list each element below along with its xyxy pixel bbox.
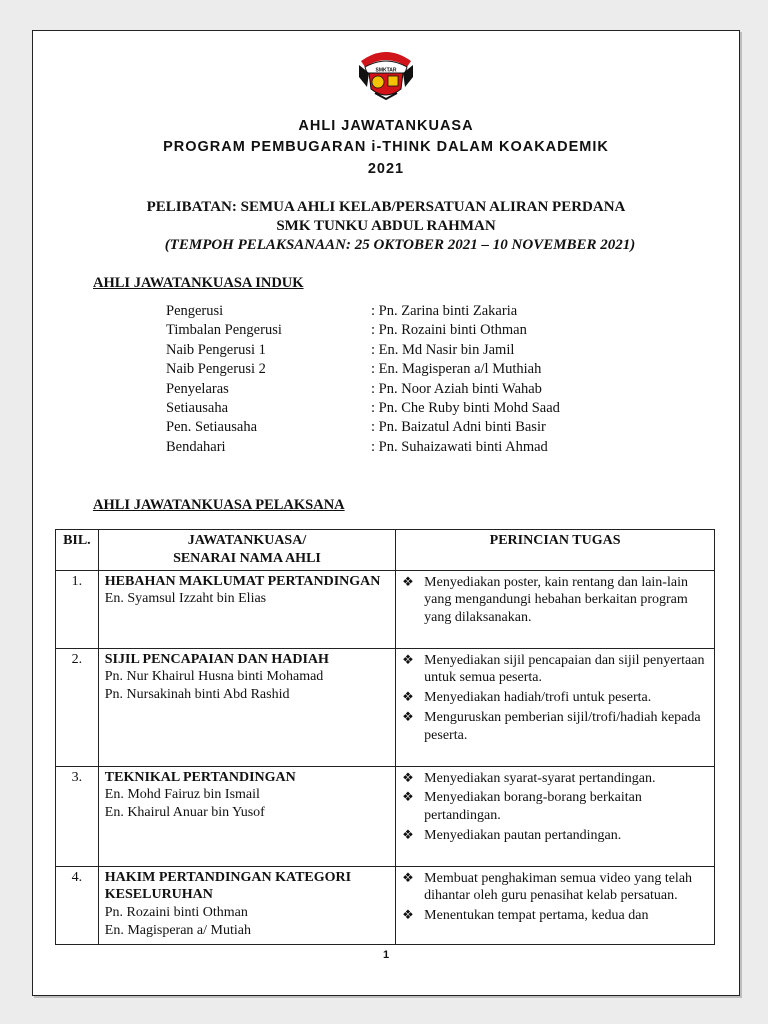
induk-row — [166, 303, 560, 322]
section-pelaksana-title: AHLI JAWATANKUASA PELAKSANA — [93, 497, 345, 513]
committee-cell — [98, 766, 395, 866]
duty-item — [402, 826, 708, 845]
committee-title: SIJIL PENCAPAIAN DAN HADIAH — [104, 651, 329, 667]
induk-row — [166, 322, 560, 341]
duty-item — [402, 688, 708, 707]
diamond-bullet-icon: ❖ — [402, 907, 414, 923]
heading-school: SMK TUNKU ABDUL RAHMAN — [276, 218, 496, 234]
heading-tempoh: (TEMPOH PELAKSANAAN: 25 OKTOBER 2021 – 10 NOVEMBER 2021) — [164, 237, 636, 253]
induk-role: Timbalan Pengerusi — [166, 322, 282, 339]
committee-title: HAKIM PERTANDINGAN KATEGORI KESELURUHAN — [104, 869, 352, 903]
duty-text: Menyediakan sijil pencapaian dan sijil penyertaan untuk semua peserta. — [424, 652, 705, 686]
duties-cell — [396, 866, 715, 944]
duties-cell — [396, 766, 715, 866]
induk-name: : Pn. Baizatul Adni binti Basir — [371, 419, 546, 436]
induk-name: : En. Magisperan a/l Muthiah — [371, 361, 542, 378]
committee-member: En. Mohd Fairuz bin Ismail — [104, 787, 260, 803]
induk-name: : Pn. Che Ruby binti Mohd Saad — [371, 399, 560, 416]
header-name-line2: SENARAI NAMA AHLI — [173, 550, 321, 566]
duty-text: Menyediakan syarat-syarat pertandingan. — [424, 770, 656, 786]
committee-member: En. Khairul Anuar bin Yusof — [104, 805, 265, 821]
duties-cell — [396, 648, 715, 766]
page-number: 1 — [382, 949, 390, 961]
row-number: 3. — [56, 766, 99, 866]
pelaksana-table — [55, 529, 715, 945]
induk-name: : Pn. Noor Aziah binti Wahab — [371, 380, 542, 397]
committee-cell — [98, 648, 395, 766]
table-row — [56, 648, 715, 766]
duty-text: Menyediakan borang-borang berkaitan pertandingan. — [424, 790, 642, 824]
induk-row — [166, 361, 560, 380]
induk-row — [166, 419, 560, 438]
committee-cell — [98, 570, 395, 648]
table-row — [56, 570, 715, 648]
committee-member: Pn. Rozaini binti Othman — [104, 905, 248, 921]
induk-row — [166, 439, 560, 458]
logo-text: SMKTAR — [375, 67, 397, 74]
table-row — [56, 866, 715, 944]
duty-text: Menentukan tempat pertama, kedua dan — [424, 908, 649, 924]
heading-program: PROGRAM PEMBUGARAN i-THINK DALAM KOAKADEMIK — [163, 139, 609, 155]
duty-item — [402, 788, 708, 825]
document-page — [32, 30, 740, 996]
committee-title: TEKNIKAL PERTANDINGAN — [104, 769, 296, 785]
induk-name: : Pn. Zarina binti Zakaria — [371, 303, 518, 319]
duties-cell — [396, 570, 715, 648]
committee-cell — [98, 866, 395, 944]
duty-item — [402, 769, 708, 788]
header-bil: BIL. — [56, 530, 99, 571]
duty-text: Membuat penghakiman semua video yang telah dihantar oleh guru penasihat kelab persatuan. — [424, 870, 693, 904]
induk-role: Bendahari — [166, 438, 226, 455]
duty-text: Menguruskan pemberian sijil/trofi/hadiah kepada peserta. — [424, 709, 701, 743]
row-number: 2. — [56, 648, 99, 766]
duty-text: Menyediakan poster, kain rentang dan lain-lain yang mengandungi hebahan berkaitan program yang dilaksanakan. — [424, 574, 688, 626]
committee-title: HEBAHAN MAKLUMAT PERTANDINGAN — [104, 573, 381, 589]
duty-item — [402, 869, 708, 906]
row-number: 1. — [56, 570, 99, 648]
duty-text: Menyediakan hadiah/trofi untuk peserta. — [424, 690, 652, 706]
induk-role: Pengerusi — [166, 303, 224, 319]
diamond-bullet-icon: ❖ — [402, 769, 414, 785]
induk-name: : En. Md Nasir bin Jamil — [371, 341, 515, 358]
diamond-bullet-icon: ❖ — [402, 826, 414, 842]
duty-text: Menyediakan pautan pertandingan. — [424, 827, 622, 843]
induk-row — [166, 400, 560, 419]
duty-item — [402, 708, 708, 745]
diamond-bullet-icon: ❖ — [402, 869, 414, 885]
section-induk-title: AHLI JAWATANKUASA INDUK — [93, 275, 304, 291]
induk-name: : Pn. Rozaini binti Othman — [371, 322, 527, 339]
committee-member: Pn. Nur Khairul Husna binti Mohamad — [104, 669, 324, 685]
committee-member: En. Magisperan a/ Mutiah — [104, 922, 251, 938]
induk-role: Naib Pengerusi 1 — [166, 341, 266, 358]
heading-pelibatan: PELIBATAN: SEMUA AHLI KELAB/PERSATUAN ALIRAN PERDANA — [146, 199, 626, 215]
committee-member: Pn. Nursakinah binti Abd Rashid — [104, 687, 290, 703]
table-header-row — [56, 530, 715, 571]
diamond-bullet-icon: ❖ — [402, 689, 414, 705]
diamond-bullet-icon: ❖ — [402, 573, 414, 589]
diamond-bullet-icon: ❖ — [402, 651, 414, 667]
induk-role: Penyelaras — [166, 380, 229, 397]
induk-name: : Pn. Suhaizawati binti Ahmad — [371, 438, 548, 455]
row-number: 4. — [56, 866, 99, 944]
duty-item — [402, 651, 708, 688]
school-crest-logo — [355, 43, 417, 103]
induk-row — [166, 381, 560, 400]
heading-year: 2021 — [367, 161, 405, 177]
induk-role: Naib Pengerusi 2 — [166, 361, 266, 378]
induk-row — [166, 342, 560, 361]
duty-item — [402, 573, 708, 627]
diamond-bullet-icon: ❖ — [402, 789, 414, 805]
duty-item — [402, 906, 708, 925]
diamond-bullet-icon: ❖ — [402, 708, 414, 724]
header-perincian: PERINCIAN TUGAS — [396, 530, 715, 571]
induk-list — [166, 303, 560, 458]
table-row — [56, 766, 715, 866]
header-jawatankuasa — [98, 530, 395, 571]
heading-title: AHLI JAWATANKUASA — [298, 118, 474, 134]
induk-role: Pen. Setiausaha — [166, 419, 258, 436]
committee-member: En. Syamsul Izzaht bin Elias — [104, 591, 267, 607]
header-name-line1: JAWATANKUASA/ — [187, 533, 307, 548]
induk-role: Setiausaha — [166, 399, 229, 416]
